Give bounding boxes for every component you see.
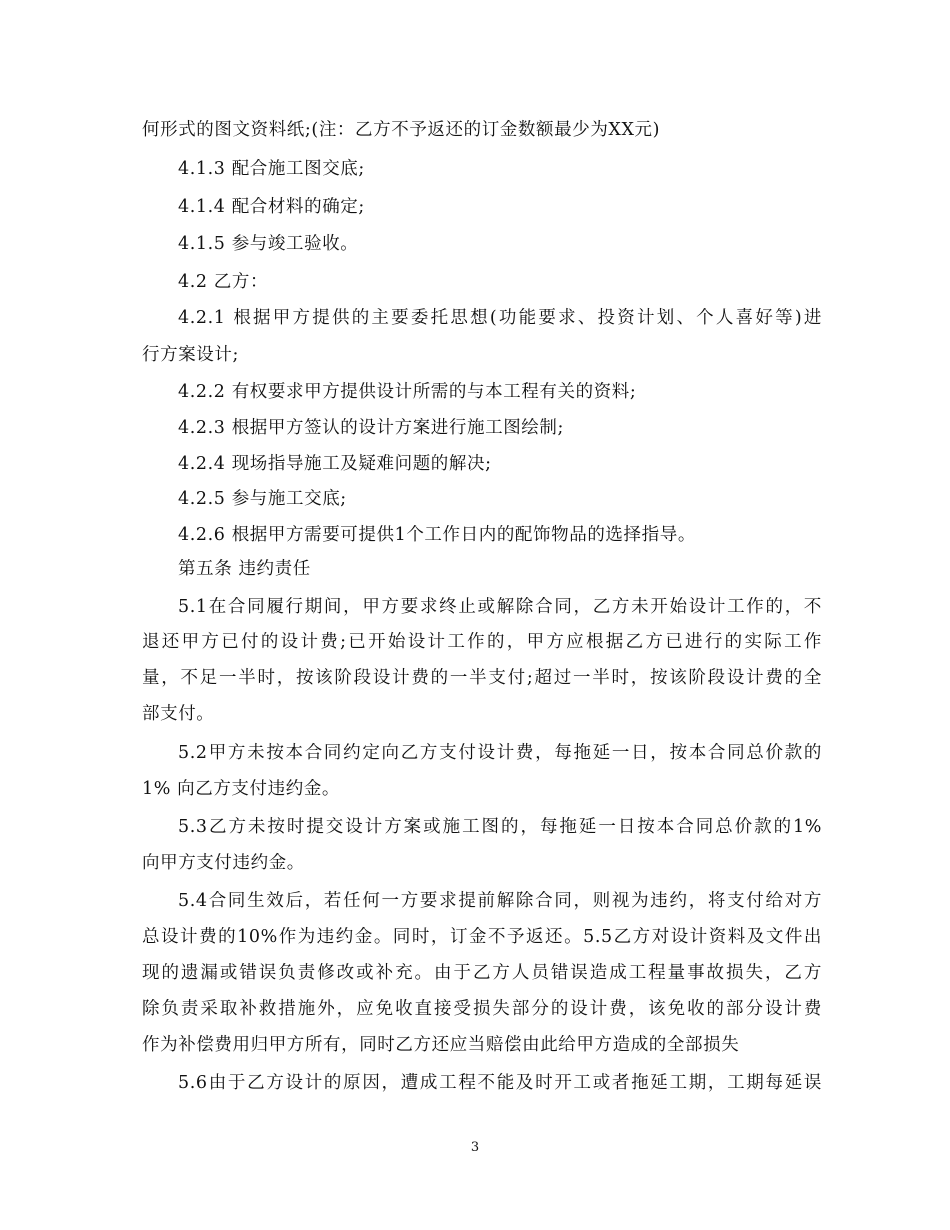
text-line: 退还甲方已付的设计费;已开始设计工作的，甲方应根据乙方已进行的实际工作 [142,632,822,652]
text-line: 量，不足一半时，按该阶段设计费的一半支付;超过一半时，按该阶段设计费的全 [142,668,822,688]
page-number: 3 [470,1140,480,1155]
clause-4-2-heading: 4.2 乙方： [178,272,269,292]
clause-5-4: 5.4合同生效后，若任何一方要求提前解除合同，则视为违约，将支付给对方 [178,891,822,911]
text-line: 向甲方支付违约金。 [142,853,305,873]
text-line: 现的遗漏或错误负责修改或补充。由于乙方人员错误造成工程量事故损失，乙方 [142,963,822,983]
clause-4-1-4: 4.1.4 配合材料的确定; [178,197,365,217]
clause-5-3: 5.3乙方未按时提交设计方案或施工图的，每拖延一日按本合同总价款的1% [178,817,822,837]
clause-5-1: 5.1在合同履行期间，甲方要求终止或解除合同，乙方未开始设计工作的，不 [178,597,822,617]
clause-4-2-6: 4.2.6 根据甲方需要可提供1个工作日内的配饰物品的选择指导。 [178,525,696,545]
clause-4-2-5: 4.2.5 参与施工交底; [178,489,347,509]
text-line: 1% 向乙方支付违约金。 [142,779,341,799]
clause-4-2-3: 4.2.3 根据甲方签认的设计方案进行施工图绘制; [178,418,564,438]
section-5-heading: 第五条 违约责任 [178,559,311,579]
clause-4-2-2: 4.2.2 有权要求甲方提供设计所需的与本工程有关的资料; [178,382,637,402]
clause-4-1-3: 4.1.3 配合施工图交底; [178,159,365,179]
clause-5-6: 5.6由于乙方设计的原因，遭成工程不能及时开工或者拖延工期，工期每延误 [178,1073,822,1093]
clause-4-2-1: 4.2.1 根据甲方提供的主要委托思想(功能要求、投资计划、个人喜好等)进 [178,308,822,328]
text-line: 行方案设计; [142,345,239,365]
clause-4-1-5: 4.1.5 参与竣工验收。 [178,234,359,254]
text-line: 何形式的图文资料纸;(注：乙方不予返还的订金数额最少为XX元) [142,120,661,140]
text-line: 部支付。 [142,704,215,724]
text-line: 作为补偿费用归甲方所有，同时乙方还应当赔偿由此给甲方造成的全部损失 [142,1035,740,1055]
text-line: 除负责采取补救措施外，应免收直接受损失部分的设计费，该免收的部分设计费 [142,999,822,1019]
text-line: 总设计费的10%作为违约金。同时，订金不予返还。5.5乙方对设计资料及文件出 [142,927,822,947]
clause-4-2-4: 4.2.4 现场指导施工及疑难问题的解决; [178,454,492,474]
clause-5-2: 5.2甲方未按本合同约定向乙方支付设计费，每拖延一日，按本合同总价款的 [178,743,822,763]
